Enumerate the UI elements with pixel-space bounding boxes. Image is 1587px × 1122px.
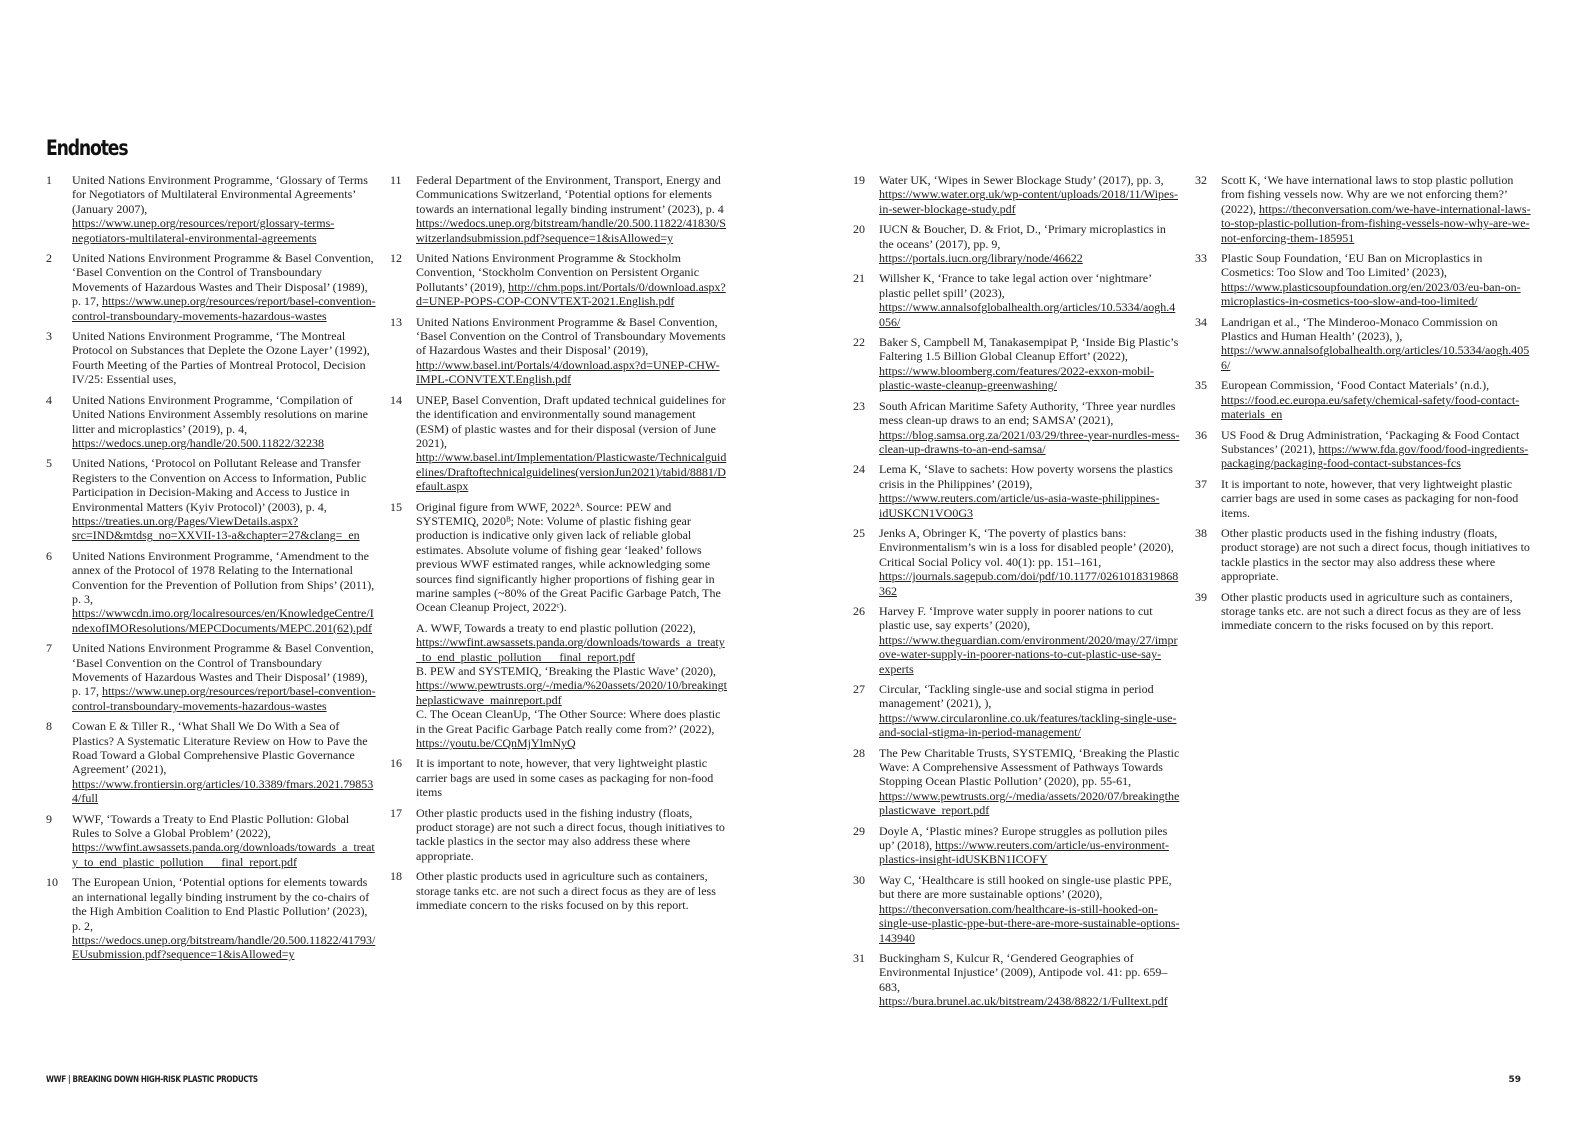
endnote-text [416, 806, 728, 864]
endnote-text [879, 399, 1180, 457]
endnote-number: 30 [853, 872, 865, 887]
endnote-item [390, 251, 728, 309]
endnote-citation: The European Union, ‘Potential options for elements towards an international legally binding instrument by the co-chairs of the High Ambition Coalition to End Plastic Pollution’ (2023), p. 2, [72, 875, 370, 933]
endnote-item [1195, 428, 1535, 471]
endnote-citation: United Nations Environment Programme, ‘The Montreal Protocol on Substances that Deplete the Ozone Layer’ (1992), Fourth Meeting of the Parties of Montreal Protocol, Decision IV/25: Essential uses, [72, 329, 370, 387]
endnote-item [853, 746, 1180, 818]
endnote-text [1221, 173, 1535, 245]
endnote-item [46, 812, 376, 870]
endnote-number: 11 [390, 173, 402, 187]
endnote-number: 2 [46, 251, 52, 266]
endnote-citation: Buckingham S, Kulcur R, ‘Gendered Geographies of Environmental Injustice’ (2009), Antipode vol. 41: pp. 659–683, [879, 950, 1168, 994]
endnote-text [72, 641, 376, 713]
endnote-text [1221, 477, 1535, 520]
endnote-citation: Jenks A, Obringer K, ‘The poverty of plastics bans: Environmentalism’s win is a loss for disabled people’ (2020), Critical Social Policy vol. 40(1): pp. 151–161, [879, 525, 1174, 569]
endnote-link[interactable]: https://wwwcdn.imo.org/localresources/en/KnowledgeCentre/IndexofIMOResolutions/MEPCDocuments/MEPC.201(62).pdf [72, 606, 374, 635]
endnote-citation: Original figure from WWF, 2022ᴬ. Source: PEW and SYSTEMIQ, 2020ᴮ; Note: Volume of plastic fishing gear production is indicative only given lack of reliable global estimates. Absolute volume of fishing gear ‘leaked’ follows previous WWF estimated ranges, while acknowledging some sources find significantly higher proportions of fishing gear in marine samples (~80% of the Great Pacific Garbage Patch, The Ocean Cleanup Project, 2022ᶜ). [416, 499, 721, 615]
endnote-text [879, 746, 1180, 818]
endnote-link[interactable]: https://bura.brunel.ac.uk/bitstream/2438/8822/1/Fulltext.pdf [879, 994, 1168, 1009]
endnote-item [390, 315, 728, 387]
endnote-item [46, 875, 376, 961]
endnote-number: 25 [853, 525, 865, 540]
endnote-number: 15 [390, 499, 402, 514]
endnote-number: 17 [390, 805, 402, 820]
endnote-item [390, 806, 728, 864]
endnote-citation: Baker S, Campbell M, Tanakasempipat P, ‘Inside Big Plastic’s Faltering 1.5 Billion Global Cleanup Effort’ (2022), [879, 335, 1179, 364]
endnote-text [879, 873, 1180, 945]
endnote-citation: South African Maritime Safety Authority, ‘Three year nurdles mess clean-up draws to an end; SAMSA’ (2021), [879, 398, 1176, 428]
endnote-item [46, 719, 376, 805]
endnote-citation: Circular, ‘Tackling single-use and social stigma in period management’ (2021), ), [879, 682, 1154, 711]
endnote-item [46, 393, 376, 451]
endnote-citation: United Nations Environment Programme, ‘Glossary of Terms for Negotiators of Multilateral Environmental Agreements’ (January 2007), [72, 173, 368, 216]
endnote-number: 5 [46, 456, 52, 471]
endnote-link[interactable]: https://www.theguardian.com/environment/2020/may/27/improve-water-supply-in-poorer-nations-to-cut-plastic-use-say-experts [879, 632, 1178, 676]
endnote-item [1195, 378, 1535, 421]
endnote-citation: WWF, ‘Towards a Treaty to End Plastic Pollution: Global Rules to Solve a Global Problem’ (2022), [72, 811, 350, 841]
endnote-sources [416, 621, 728, 751]
endnote-link[interactable]: https://treaties.un.org/Pages/ViewDetails.aspx?src=IND&mtdsg_no=XXVII-13-a&chapter=27&clang=_en [72, 513, 360, 543]
endnote-text [72, 456, 376, 542]
endnote-text [879, 824, 1180, 867]
endnote-link[interactable]: https://www.annalsofglobalhealth.org/articles/10.5334/aogh.4056/ [879, 300, 1176, 329]
endnote-number: 29 [853, 823, 865, 838]
endnote-number: 6 [46, 548, 52, 563]
endnote-link[interactable]: https://wedocs.unep.org/handle/20.500.11822/32238 [72, 435, 324, 450]
endnote-item [390, 756, 728, 799]
endnote-item [853, 824, 1180, 867]
endnote-text [879, 526, 1180, 598]
endnote-source-link[interactable]: https://www.pewtrusts.org/-/media/%20assets/2020/10/breakingtheplasticwave_mainreport.pdf [416, 678, 727, 707]
endnote-text [1221, 315, 1535, 373]
endnote-link[interactable]: https://www.pewtrusts.org/-/media/assets/2020/07/breakingtheplasticwave_report.pdf [879, 788, 1180, 818]
endnote-source-text: C. The Ocean CleanUp, ‘The Other Source: Where does plastic in the Great Pacific Garbage Patch really come from?’ (2022), [416, 707, 721, 736]
endnote-citation: Lema K, ‘Slave to sachets: How poverty worsens the plastics crisis in the Philippines’ (2019), [879, 462, 1173, 491]
endnote-item [1195, 173, 1535, 245]
endnote-item [853, 173, 1180, 216]
endnote-citation: Landrigan et al., ‘The Minderoo-Monaco Commission on Plastics and Human Health’ (2023), ), [1221, 314, 1498, 344]
endnote-number: 24 [853, 462, 865, 477]
endnote-item [853, 399, 1180, 457]
endnote-text [416, 500, 728, 751]
endnote-source-link[interactable]: https://wwfint.awsassets.panda.org/downloads/towards_a_treaty_to_end_plastic_pollution___final_report.pdf [416, 635, 725, 664]
endnote-item [853, 604, 1180, 676]
endnote-link[interactable]: https://www.unep.org/resources/report/basel-convention-control-transboundary-movements-hazardous-wastes [72, 684, 376, 713]
endnote-number: 12 [390, 251, 402, 266]
endnote-citation: It is important to note, however, that very lightweight plastic carrier bags are used in some cases as packaging for non-food items. [1221, 476, 1519, 520]
endnote-citation: Other plastic products used in the fishing industry (floats, product storage) are not such a direct focus, though initiatives to tackle plastics in the sector may also address these where appropriate. [416, 805, 725, 863]
endnote-citation: European Commission, ‘Food Contact Materials’ (n.d.), [1221, 378, 1490, 393]
endnote-number: 38 [1195, 525, 1207, 540]
endnote-item [390, 173, 728, 245]
endnote-link[interactable]: https://theconversation.com/we-have-international-laws-to-stop-plastic-pollution-from-fishing-vessels-now-why-are-we-not-enforcing-them-185951 [1221, 201, 1531, 245]
endnote-link[interactable]: https://www.water.org.uk/wp-content/uploads/2018/11/Wipes-in-sewer-blockage-study.pdf [879, 187, 1179, 216]
endnote-text [72, 393, 376, 451]
endnote-citation: United Nations, ‘Protocol on Pollutant Release and Transfer Registers to the Convention on Access to Information, Public Participation in Decision-Making and Access to Justice in Environmental Matters (Kyiv Protocol)’ (2003), p. 4, [72, 456, 367, 514]
endnote-number: 19 [853, 173, 865, 187]
endnote-link[interactable]: https://journals.sagepub.com/doi/pdf/10.1177/0261018319868362 [879, 569, 1179, 598]
endnote-citation: Harvey F. ‘Improve water supply in poorer nations to cut plastic use, say experts’ (2020), [879, 603, 1153, 633]
endnote-link[interactable]: http://www.basel.int/Implementation/Plasticwaste/Technicalguidelines/Draftoftechnicalguidelines(versionJun2021)/tabid/8881/Default.aspx [416, 450, 727, 494]
endnote-number: 31 [853, 950, 865, 965]
endnote-item [1195, 590, 1535, 633]
endnote-text [879, 173, 1180, 216]
endnote-citation: Way C, ‘Healthcare is still hooked on single-use plastic PPE, but there are more sustainable options’ (2020), [879, 872, 1172, 902]
endnote-number: 34 [1195, 314, 1207, 329]
endnote-number: 32 [1195, 173, 1207, 187]
endnote-text [879, 222, 1180, 265]
endnote-number: 18 [390, 869, 402, 884]
endnote-text [416, 393, 728, 494]
endnote-link[interactable]: https://wwfint.awsassets.panda.org/downloads/towards_a_treaty_to_end_plastic_pollution___final_report.pdf [72, 840, 375, 869]
endnote-number: 1 [46, 173, 52, 187]
endnote-number: 39 [1195, 589, 1207, 604]
endnote-citation: United Nations Environment Programme & Basel Convention, ‘Basel Convention on the Control of Transboundary Movements of Hazardous Wastes and Their Disposal’ (1989), p. 17, [72, 641, 374, 699]
endnote-link[interactable]: https://wedocs.unep.org/bitstream/handle/20.500.11822/41830/Switzerlandsubmission.pdf?sequence=1&isAllowed=y [416, 216, 726, 245]
endnote-text [72, 875, 376, 961]
endnote-citation: US Food & Drug Administration, ‘Packaging & Food Contact Substances’ (2021), [1221, 427, 1520, 456]
endnote-text [416, 869, 728, 912]
endnote-number: 36 [1195, 427, 1207, 442]
endnote-link[interactable]: https://www.bloomberg.com/features/2022-exxon-mobil-plastic-waste-cleanup-greenwashing/ [879, 363, 1154, 393]
endnote-citation: Willsher K, ‘France to take legal action over ‘nightmare’ plastic pellet spill’ (2023), [879, 271, 1152, 300]
endnote-text [416, 251, 728, 309]
endnotes-column-1 [46, 173, 376, 968]
endnote-number: 20 [853, 222, 865, 237]
endnote-link[interactable]: http://www.basel.int/Portals/4/download.aspx?d=UNEP-CHW-IMPL-CONVTEXT.English.pdf [416, 357, 720, 387]
endnote-item [46, 549, 376, 635]
endnote-number: 26 [853, 603, 865, 618]
endnote-number: 28 [853, 745, 865, 760]
endnote-item [390, 869, 728, 912]
endnote-number: 3 [46, 329, 52, 344]
endnote-text [416, 315, 728, 387]
endnote-citation: Doyle A, ‘Plastic mines? Europe struggles as pollution piles up’ (2018), [879, 823, 1168, 853]
endnote-link[interactable]: https://www.frontiersin.org/articles/10.3389/fmars.2021.798534/full [72, 776, 374, 806]
endnote-number: 10 [46, 875, 58, 890]
endnote-text [879, 951, 1180, 1009]
endnote-citation: United Nations Environment Programme & Basel Convention, ‘Basel Convention on the Control of Transboundary Movements of Hazardous Wastes and Their Disposal’ (1989), p. 17, [72, 251, 374, 309]
endnote-text [1221, 428, 1535, 471]
endnote-source-text: A. WWF, Towards a treaty to end plastic pollution (2022), [416, 620, 696, 635]
endnote-item [46, 329, 376, 387]
endnote-link[interactable]: https://www.annalsofglobalhealth.org/articles/10.5334/aogh.4056/ [1221, 343, 1530, 372]
endnote-number: 35 [1195, 378, 1207, 393]
endnote-source-link[interactable]: https://youtu.be/CQnMjYlmNyQ [416, 736, 576, 751]
endnote-source-item [416, 621, 728, 664]
endnote-citation: UNEP, Basel Convention, Draft updated technical guidelines for the identification and environmentally sound management (ESM) of plastic wastes and for their disposal (version of June 2021), [416, 392, 726, 450]
endnote-source-item [416, 664, 728, 707]
footer-publication-title: WWF | BREAKING DOWN HIGH-RISK PLASTIC PRODUCTS [46, 1075, 258, 1085]
endnote-text [416, 756, 728, 799]
endnote-citation: Other plastic products used in agriculture such as containers, storage tanks etc. are not such a direct focus as they are of less immediate concern to the risks focused on by this report. [416, 869, 716, 913]
endnote-item [390, 500, 728, 751]
endnote-number: 23 [853, 398, 865, 413]
endnote-item [390, 393, 728, 494]
endnote-item [46, 173, 376, 245]
endnote-item [853, 682, 1180, 740]
endnote-number: 9 [46, 811, 52, 826]
endnote-number: 37 [1195, 476, 1207, 491]
endnote-item [46, 251, 376, 323]
endnote-number: 4 [46, 392, 52, 407]
endnote-link[interactable]: https://www.fda.gov/food/food-ingredients-packaging/packaging-food-contact-substances-fcs [1221, 441, 1529, 471]
endnote-number: 14 [390, 392, 402, 407]
endnote-citation: United Nations Environment Programme, ‘Amendment to the annex of the Protocol of 1978 Relating to the International Convention for the Prevention of Pollution from Ships’ (2011), p. 3, [72, 548, 375, 606]
endnote-item [853, 462, 1180, 520]
endnote-link[interactable]: https://www.unep.org/resources/report/basel-convention-control-transboundary-movements-hazardous-wastes [72, 294, 376, 323]
endnote-text [879, 462, 1180, 520]
endnote-item [46, 456, 376, 542]
endnote-text [416, 173, 728, 245]
endnote-link[interactable]: http://chm.pops.int/Portals/0/download.aspx?d=UNEP-POPS-COP-CONVTEXT-2021.English.pdf [416, 279, 726, 309]
endnote-item [853, 873, 1180, 945]
endnote-text [879, 335, 1180, 393]
endnotes-column-4 [1195, 173, 1535, 639]
endnote-citation: Other plastic products used in agriculture such as containers, storage tanks etc. are not such a direct focus as they are of less immediate concern to the risks focused on by this report. [1221, 589, 1521, 633]
endnote-source-text: B. PEW and SYSTEMIQ, ‘Breaking the Plastic Wave’ (2020), [416, 664, 716, 678]
endnote-citation: Federal Department of the Environment, Transport, Energy and Communications Switzerland, ‘Potential options for elements towards an international legally binding instrument’ (2023), p. 4 [416, 173, 724, 216]
endnote-citation: The Pew Charitable Trusts, SYSTEMIQ, ‘Breaking the Plastic Wave: A Comprehensive Assessment of Pathways Towards Stopping Ocean Plastic Pollution’ (2020), pp. 55-61, [879, 745, 1180, 789]
endnote-source-item [416, 707, 728, 750]
page-title: Endnotes [46, 136, 128, 160]
endnote-number: 7 [46, 641, 52, 656]
endnote-citation: United Nations Environment Programme & Stockholm Convention, ‘Stockholm Convention on Persistent Organic Pollutants’ (2019), [416, 251, 700, 294]
endnote-citation: Other plastic products used in the fishing industry (floats, product storage) are not such a direct focus, though initiatives to tackle plastics in the sector may also address these where appropriate. [1221, 525, 1530, 584]
endnote-link[interactable]: https://food.ec.europa.eu/safety/chemical-safety/food-contact-materials_en [1221, 392, 1520, 422]
endnote-number: 16 [390, 756, 402, 771]
endnote-citation: Scott K, ‘We have international laws to stop plastic pollution from fishing vessels now. Why are we not enforcing them?’ (2022), [1221, 173, 1514, 216]
endnote-item [1195, 477, 1535, 520]
endnote-number: 22 [853, 335, 865, 350]
endnote-item [46, 641, 376, 713]
endnote-item [1195, 315, 1535, 373]
endnote-number: 13 [390, 314, 402, 329]
endnote-citation: Water UK, ‘Wipes in Sewer Blockage Study’ (2017), pp. 3, [879, 173, 1164, 187]
endnote-link[interactable]: https://www.plasticsoupfoundation.org/en/2023/03/eu-ban-on-microplastics-in-cosmetics-too-slow-and-too-limited/ [1221, 279, 1521, 309]
endnote-citation: IUCN & Boucher, D. & Friot, D., ‘Primary microplastics in the oceans’ (2017), pp. 9, [879, 222, 1166, 251]
endnote-citation: United Nations Environment Programme, ‘Compilation of United Nations Environment Assembly resolutions on marine litter and microplastics’ (2019), p. 4, [72, 392, 368, 436]
endnote-number: 8 [46, 719, 52, 734]
endnote-text [72, 549, 376, 635]
endnote-citation: Plastic Soup Foundation, ‘EU Ban on Microplastics in Cosmetics: Too Slow and Too Limited’ (2023), [1221, 251, 1483, 280]
endnote-item [853, 951, 1180, 1009]
endnote-number: 21 [853, 271, 865, 286]
endnote-item [853, 526, 1180, 598]
endnotes-column-3 [853, 173, 1180, 1015]
endnote-text [72, 812, 376, 870]
endnote-number: 33 [1195, 251, 1207, 266]
endnote-citation: It is important to note, however, that very lightweight plastic carrier bags are used in some cases as packaging for non-food items [416, 756, 714, 800]
endnote-item [1195, 526, 1535, 584]
endnote-citation: Cowan E & Tiller R., ‘What Shall We Do With a Sea of Plastics? A Systematic Literature Review on How to Pave the Road Toward a Global Comprehensive Plastic Governance Agreement’ (2021), [72, 719, 368, 777]
endnote-link[interactable]: https://www.reuters.com/article/us-environment-plastics-insight-idUSKBN1ICOFY [879, 838, 1169, 867]
endnote-link[interactable]: https://portals.iucn.org/library/node/46622 [879, 251, 1083, 266]
endnote-text [72, 251, 376, 323]
endnote-item [853, 271, 1180, 329]
endnote-link[interactable]: https://www.reuters.com/article/us-asia-waste-philippines-idUSKCN1VO0G3 [879, 491, 1160, 520]
endnote-item [853, 222, 1180, 265]
endnote-item [1195, 251, 1535, 309]
endnote-text [72, 329, 376, 387]
endnote-citation: United Nations Environment Programme & Basel Convention, ‘Basel Convention on the Control of Transboundary Movements of Hazardous Wastes and their Disposal’ (2019), [416, 314, 726, 358]
endnote-text [879, 271, 1180, 329]
endnote-link[interactable]: https://theconversation.com/healthcare-is-still-hooked-on-single-use-plastic-ppe-but-there-are-more-sustainable-options-143940 [879, 901, 1180, 945]
endnotes-column-2 [390, 173, 728, 919]
endnote-item [853, 335, 1180, 393]
endnote-text [1221, 526, 1535, 584]
endnote-text [1221, 590, 1535, 633]
endnote-link[interactable]: https://wedocs.unep.org/bitstream/handle/20.500.11822/41793/EUsubmission.pdf?sequence=1&isAllowed=y [72, 932, 376, 962]
page-number: 59 [1508, 1075, 1521, 1085]
endnote-link[interactable]: https://www.unep.org/resources/report/glossary-terms-negotiators-multilateral-environmental-agreements [72, 216, 335, 245]
endnote-link[interactable]: https://www.circularonline.co.uk/features/tackling-single-use-and-social-stigma-in-period-management/ [879, 710, 1177, 740]
endnote-text [72, 173, 376, 245]
endnote-text [1221, 251, 1535, 309]
endnote-text [879, 604, 1180, 676]
endnote-text [1221, 378, 1535, 421]
endnote-text [879, 682, 1180, 740]
endnote-number: 27 [853, 682, 865, 696]
endnote-text [72, 719, 376, 805]
endnote-link[interactable]: https://blog.samsa.org.za/2021/03/29/three-year-nurdles-mess-clean-up-drawns-to-an-end-samsa/ [879, 427, 1180, 456]
